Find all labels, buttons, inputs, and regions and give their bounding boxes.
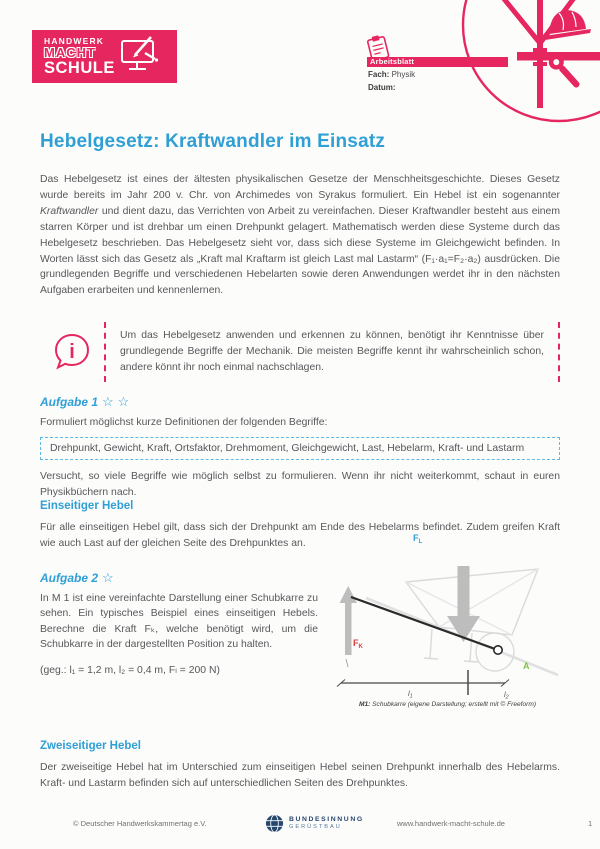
task-2-text: In M 1 ist eine vereinfachte Darstellung einer Schubkarre zu sehen. Ein typisches Beispiel eines einseitigen Hebels. Berechne die Kraft Fₖ, welche benötigt wird, um die Schubkarre in der dargestellten Position zu halten.	[40, 593, 318, 651]
logo-line-macht: MACHT	[44, 45, 96, 60]
website-link[interactable]: www.handwerk-macht-schule.de	[397, 819, 505, 828]
logo-line-schule: SCHULE	[44, 59, 115, 77]
info-box	[40, 322, 560, 382]
info-bubble-icon	[40, 332, 104, 372]
task-1-heading	[40, 394, 560, 410]
dimension-l2-label: $l_2$	[504, 690, 509, 700]
globe-icon	[265, 814, 284, 833]
diagram-caption	[325, 701, 570, 708]
pivot-point	[494, 646, 502, 654]
section-one-sided-text: Für alle einseitigen Hebel gilt, dass sich der Drehpunkt am Ende des Hebelarms befindet. Zudem greifen Kraft wie auch Last auf der gleichen Seite des Drehpunktes an.	[40, 522, 560, 549]
task-2	[40, 570, 318, 676]
page-title: Hebelgesetz: Kraftwandler im Einsatz	[40, 131, 386, 152]
handwerk-macht-schule-logo	[32, 30, 177, 83]
section-one-sided-heading: Einseitiger Hebel	[40, 500, 134, 512]
logo-line-handwerk: HANDWERK	[44, 35, 105, 46]
task-1	[40, 394, 560, 501]
info-box-text: Um das Hebelgesetz anwenden und erkennen zu können, benötigt ihr Kenntnisse über grundlegende Begriffe der Mechanik. Die meisten Begriffe kennt ihr wahrscheinlich schon, andere könnt ihr noch einmal nachschlagen.	[120, 330, 544, 373]
intro-italic-term: Kraftwandler	[40, 205, 99, 217]
section-two-sided-text: Der zweiseitige Hebel hat im Unterschied zum einseitigen Hebel seinen Drehpunkt innerhalb des Hebelarms. Kraft- und Lastarm befinden sich auf unterschiedlichen Seiten des Drehpunktes.	[40, 762, 560, 789]
date-row	[368, 83, 396, 92]
star-icon: ☆	[102, 394, 114, 409]
section-two-sided-lever	[40, 740, 560, 792]
info-box-body	[104, 322, 560, 382]
force-hand-label: $F_K$	[353, 638, 363, 650]
intro-part2: und dient dazu, das Verrichten von Arbeit zu vereinfachen. Dieser Kraftwandler besteht aus einem starren Körper und ist drehbar um einen Drehpunkt gelagert. Mathematisch werden diese Systeme durch das Hebelgesetz beschrieben. Das Hebelgesetz sieht vor, dass sich diese Systeme im Gleichgewicht befinden. In Worten lässt sich das Gesetz als „Kraft mal Kraftarm ist gleich Last mal Lastarm“ (F₁·a₁=F₂·a₂) ausdrücken. Die grundlegenden Begriffe und verschiedenen Hebelarten sowie deren Anwendungen werdet ihr in den nächsten Aufgaben erarbeiten und kennenlernen.	[40, 205, 560, 297]
monitor-pencil-icon	[119, 34, 161, 79]
org-subname: GERÜSTBAU	[289, 824, 342, 831]
wheelbarrow-diagram	[320, 528, 570, 705]
terms-box: Drehpunkt, Gewicht, Kraft, Ortsfaktor, Drehmoment, Gleichgewicht, Last, Hebelarm, Kraft- und Lastarm	[40, 437, 560, 460]
task-1-outro: Versucht, so viele Begriffe wie möglich selbst zu formulieren. Wenn ihr nicht weiterkommt, schaut in euren Physikbüchern nach.	[40, 470, 560, 498]
sheet-type-banner: Arbeitsblatt	[367, 57, 508, 67]
diagram-caption-text: Schubkarre (eigene Darstellung; erstellt mit © Freeform)	[370, 701, 537, 708]
copyright-text: © Deutscher Handwerkskammertag e.V.	[73, 819, 207, 828]
pivot-label: A	[523, 661, 530, 671]
hard-hat-icon	[544, 10, 591, 40]
dimension-l1-label: $l_1$	[408, 689, 413, 700]
task-2-given-values: (geg.: l₁ = 1,2 m, l₂ = 0,4 m, Fₗ = 200 N)	[40, 664, 220, 676]
diagram-caption-label: M1:	[358, 701, 371, 708]
subject-value: Physik	[391, 70, 416, 79]
task-1-label: Aufgabe 1	[40, 395, 99, 409]
svg-text:i: i	[69, 340, 75, 363]
page-number: 1	[588, 819, 593, 828]
force-load-label: $F_L$	[413, 533, 423, 545]
dimension-line	[337, 659, 509, 695]
scaffolding-illustration	[455, 0, 600, 143]
intro-paragraph	[40, 172, 560, 299]
task-2-heading	[40, 570, 318, 586]
subject-label: Fach:	[368, 70, 390, 79]
star-icon: ☆	[117, 394, 130, 409]
bundesinnung-logo	[265, 814, 364, 833]
intro-part1: Das Hebelgesetz ist eines der ältesten physikalischen Gesetze der Menschheitsgeschichte. Dieses Gesetz wurde bereits im Jahr 200 v. Chr. von Archimedes von Syrakus formuliert. Ein Hebel ist ein sogenannter	[40, 174, 560, 201]
task-2-label: Aufgabe 2	[40, 571, 99, 585]
task-1-intro: Formuliert möglichst kurze Definitionen der folgenden Begriffe:	[40, 417, 328, 428]
star-icon: ☆	[102, 570, 114, 585]
org-name: BUNDESINNUNG	[289, 816, 364, 824]
page-footer	[40, 812, 593, 840]
logo-wordmark	[44, 37, 115, 77]
section-two-sided-heading: Zweiseitiger Hebel	[40, 740, 141, 752]
date-label: Datum:	[368, 83, 396, 92]
subject-row	[368, 70, 415, 79]
